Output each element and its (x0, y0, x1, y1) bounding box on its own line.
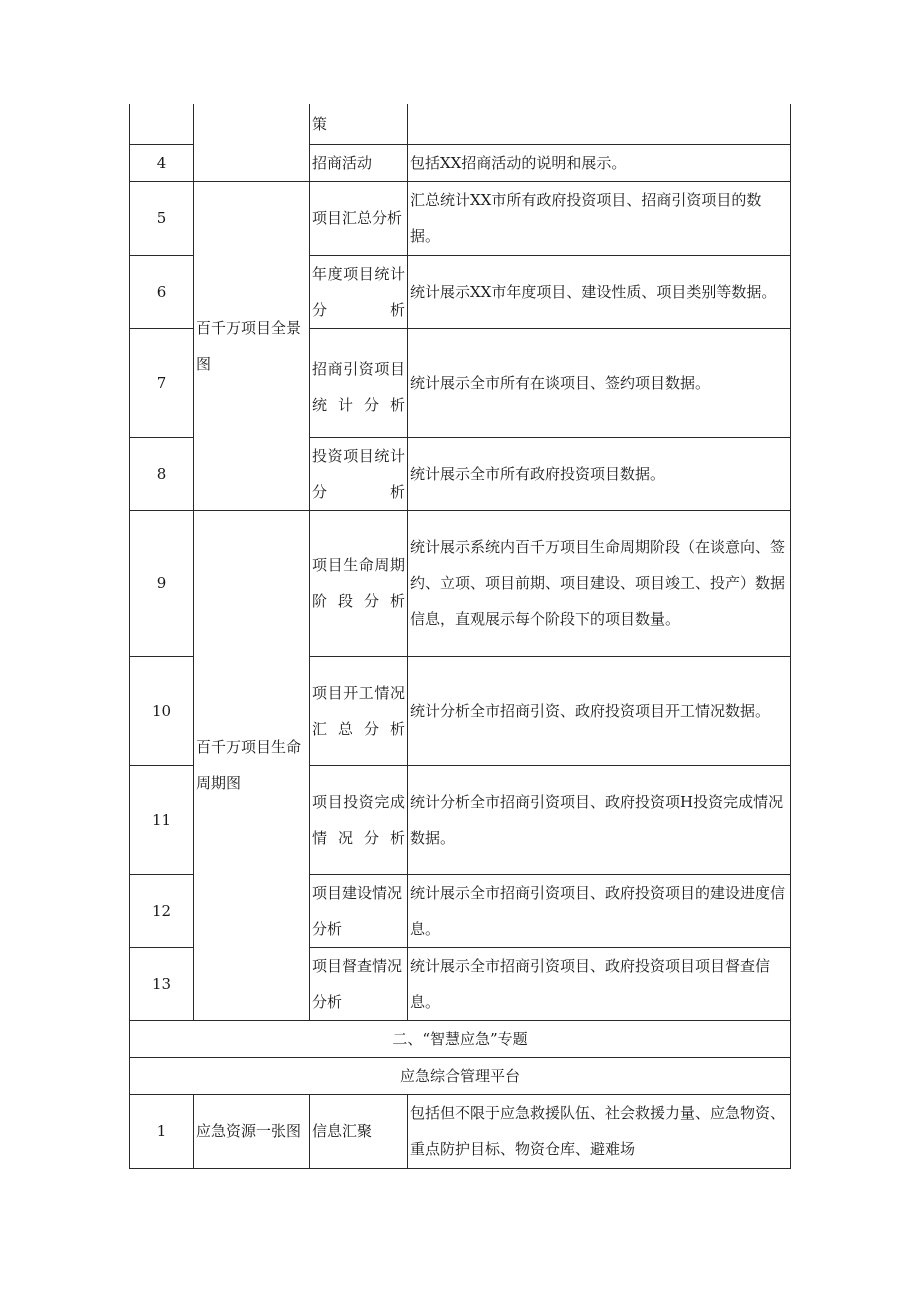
row-number-cell: 8 (130, 437, 194, 510)
feature-cell: 项目开工情况汇总分析 (310, 656, 408, 765)
row-number-cell: 4 (130, 144, 194, 181)
row-number-cell: 13 (130, 947, 194, 1020)
feature-cell (310, 328, 408, 437)
row-number-cell: 9 (130, 510, 194, 656)
row-number-cell: 7 (130, 328, 194, 437)
group-cell-panorama: 百千万项目全景图 (194, 181, 310, 510)
feature-text: 招商引资项目统计分析 (312, 359, 405, 414)
group-cell-lifecycle: 百千万项目生命周期图 (194, 510, 310, 1020)
feature-cell: 项目生命周期阶段分析 (310, 510, 408, 656)
feature-cell: 项目建设情况分析 (310, 874, 408, 947)
platform-row (130, 1057, 791, 1094)
row-number-cell (130, 104, 194, 144)
requirements-table (129, 104, 791, 1169)
description-cell: 统计展示XX市年度项目、建设性质、项目类别等数据。 (408, 255, 791, 328)
group-cell-emergency: 应急资源一张图 (194, 1094, 310, 1168)
description-cell: 统计展示系统内百千万项目生命周期阶段（在谈意向、签约、立项、项目前期、项目建设、项目竣工、投产）数据信息，直观展示每个阶段下的项目数量。 (408, 510, 791, 656)
row-number-cell: 1 (130, 1094, 194, 1168)
description-cell: 统计展示全市招商引资项目、政府投资项目的建设进度信息。 (408, 874, 791, 947)
feature-cell: 投资项目统计分析 (310, 437, 408, 510)
row-number-cell: 12 (130, 874, 194, 947)
description-cell: 包括但不限于应急救援队伍、社会救援力量、应急物资、重点防护目标、物资仓库、避难场 (408, 1094, 791, 1168)
table-row (130, 104, 791, 144)
feature-cell: 项目投资完成情况分析 (310, 765, 408, 874)
description-cell: 统计展示全市所有政府投资项目数据。 (408, 437, 791, 510)
table-row (130, 1094, 791, 1168)
description-cell: 统计展示全市招商引资项目、政府投资项目项目督查信息。 (408, 947, 791, 1020)
row-number-cell: 5 (130, 181, 194, 255)
row-number-cell: 6 (130, 255, 194, 328)
feature-cell: 策 (310, 104, 408, 144)
description-cell (408, 104, 791, 144)
description-cell: 统计展示全市所有在谈项目、签约项目数据。 (408, 328, 791, 437)
description-cell: 汇总统计XX市所有政府投资项目、招商引资项目的数据。 (408, 181, 791, 255)
feature-cell: 招商活动 (310, 144, 408, 181)
feature-cell: 项目汇总分析 (310, 181, 408, 255)
feature-cell: 信息汇聚 (310, 1094, 408, 1168)
description-cell: 统计分析全市招商引资项目、政府投资项H投资完成情况数据。 (408, 765, 791, 874)
table-row (130, 181, 791, 255)
description-cell: 包括XX招商活动的说明和展示。 (408, 144, 791, 181)
feature-cell: 项目督查情况分析 (310, 947, 408, 1020)
row-number-cell: 11 (130, 765, 194, 874)
row-number-cell: 10 (130, 656, 194, 765)
group-cell (194, 104, 310, 181)
section-title: 二、“智慧应急”专题 (130, 1020, 791, 1057)
platform-title: 应急综合管理平台 (130, 1057, 791, 1094)
table-row (130, 510, 791, 656)
description-cell: 统计分析全市招商引资、政府投资项目开工情况数据。 (408, 656, 791, 765)
section-row (130, 1020, 791, 1057)
feature-cell: 年度项目统计分析 (310, 255, 408, 328)
